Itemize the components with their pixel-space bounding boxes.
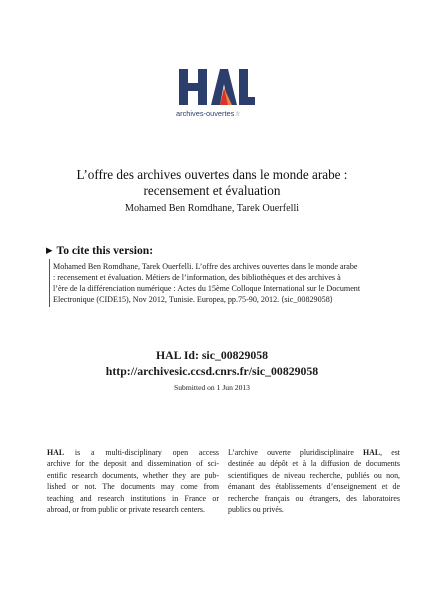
citation-line: l’ère de la différenciation numérique : Actes du 15ème Colloque International sur le Document <box>53 284 361 293</box>
hal-logo-subtitle: archives-ouvertes.fr <box>176 109 241 118</box>
notice-line: teaching and research institutions in France or <box>47 493 219 503</box>
notice-line: destinée au dépôt et à la diffusion de documents <box>228 459 400 469</box>
document-title-line-1: L’offre des archives ouvertes dans le monde arabe : <box>76 167 348 182</box>
citation-line: : recensement et évaluation. Métiers de l’information, des bibliothèques et des archives à <box>53 273 341 282</box>
triangle-bullet-icon: ▶ <box>46 246 53 256</box>
notice-line: lished or not. The documents may come from <box>47 482 219 492</box>
notice-line: émanant des établissements d’enseignement et de <box>228 482 400 492</box>
notice-line: publics ou privés. <box>228 505 284 515</box>
notice-line: recherche français ou étrangers, des laboratoires <box>228 493 400 503</box>
notice-french <box>228 447 400 515</box>
notice-line: HAL is a multi-disciplinary open access <box>47 448 219 457</box>
notice-line: L’archive ouverte pluridisciplinaire HAL, est <box>228 448 400 457</box>
notice-line: scientifiques de niveau recherche, publiés ou non, <box>228 470 400 480</box>
cite-heading: ▶ To cite this version: <box>46 244 154 257</box>
document-authors: Mohamed Ben Romdhane, Tarek Ouerfelli <box>124 203 300 214</box>
hal-id: HAL Id: sic_00829058 <box>155 348 269 362</box>
hal-logo-icon <box>176 66 256 108</box>
citation-line: Mohamed Ben Romdhane, Tarek Ouerfelli. L’offre des archives ouvertes dans le monde arabe <box>53 262 358 271</box>
document-title-line-2: recensement et évaluation <box>143 183 281 198</box>
hal-logo <box>176 66 256 126</box>
notice-english <box>47 447 219 515</box>
notice-line: abroad, or from public or private research centers. <box>47 505 205 515</box>
notice-line: archive for the deposit and dissemination of sci- <box>47 459 219 469</box>
citation-line: Electronique (CIDE15), Nov 2012, Tunisie. Europea, pp.75-90, 2012. ⟨sic_00829058⟩ <box>53 295 333 304</box>
submission-date: Submitted on 1 Jun 2013 <box>174 383 250 392</box>
notice-line: entific research documents, whether they are pub- <box>47 470 219 480</box>
hal-url-link[interactable]: http://archivesic.ccsd.cnrs.fr/sic_00829058 <box>105 364 319 378</box>
